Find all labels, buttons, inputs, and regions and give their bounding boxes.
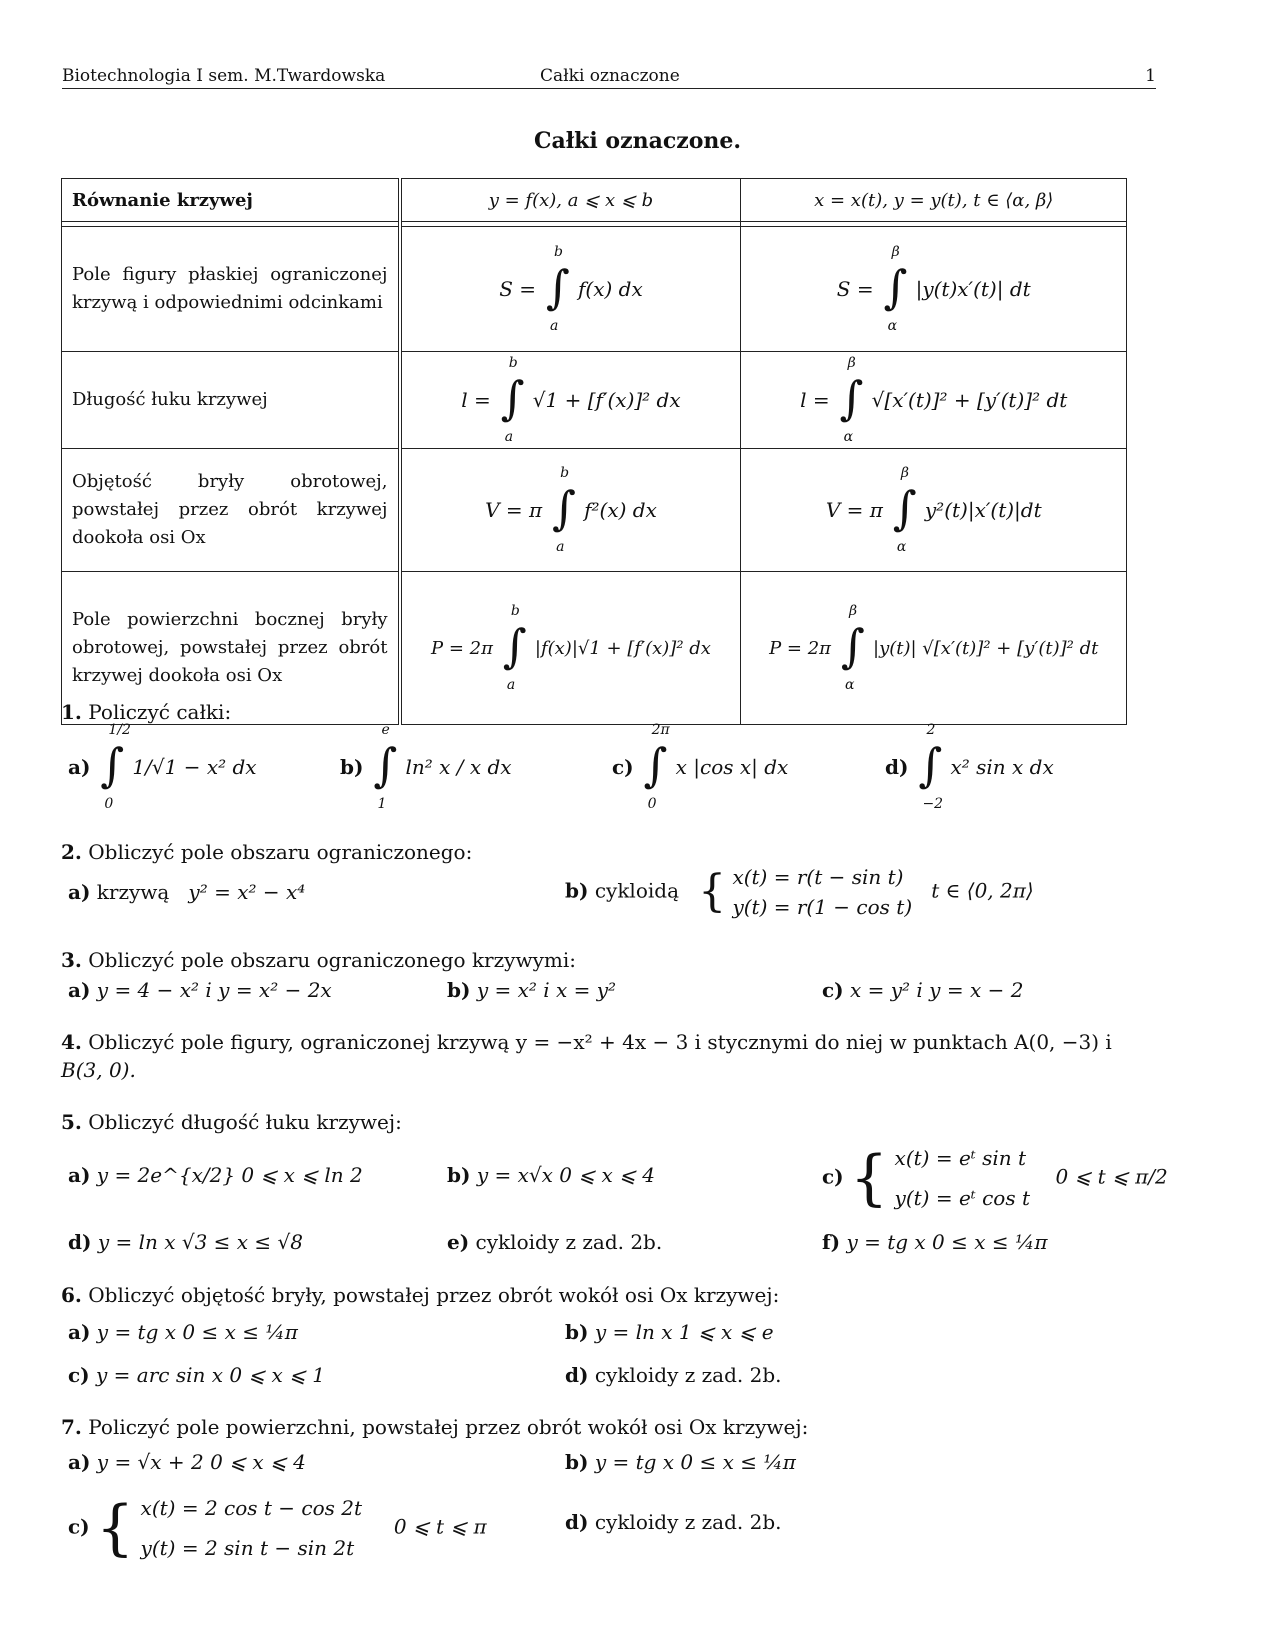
exercise-7d: d) cykloidy z zad. 2b. xyxy=(565,1510,782,1534)
exercise-5c: c) { x(t) = eᵗ sin t y(t) = eᵗ cos t 0 ⩽ t ⩽ π/2 xyxy=(822,1143,1168,1213)
exercise-6d: d) cykloidy z zad. 2b. xyxy=(565,1363,782,1387)
col-head-parametric: x = x(t), y = y(t), t ∈ ⟨α, β⟩ xyxy=(741,179,1127,222)
exercise-5f: f) y = tg x 0 ≤ x ≤ ¼π xyxy=(822,1230,1048,1254)
exercise-7a: a) y = √x + 2 0 ⩽ x ⩽ 4 xyxy=(68,1450,306,1474)
table-row xyxy=(62,227,1127,352)
page-title: Całki oznaczone. xyxy=(533,128,742,154)
row-label: Objętość bryły obrotowej, powstałej przez obrót krzywej dookoła osi Ox xyxy=(72,471,388,548)
exercise-5-heading: 5. Obliczyć długość łuku krzywej: xyxy=(61,1110,402,1134)
exercise-4: 4. Obliczyć pole figury, ograniczonej krzywą y = −x² + 4x − 3 i stycznymi do niej w punktach A(0, −3) i B(3, 0). xyxy=(61,1030,1112,1082)
exercise-5e: e) cykloidy z zad. 2b. xyxy=(447,1230,663,1254)
exercise-2b: b) cykloidą { x(t) = r(t − sin t) y(t) = r(1 − cos t) t ∈ ⟨0, 2π⟩ xyxy=(565,865,1034,919)
exercise-3b: b) y = x² i x = y² xyxy=(447,978,617,1002)
exercise-6-heading: 6. Obliczyć objętość bryły, powstałej przez obrót wokół osi Ox krzywej: xyxy=(61,1283,780,1307)
exercise-1-heading: 1. Policzyć całki: xyxy=(61,700,232,724)
integral-sign: b ∫ a xyxy=(546,244,570,334)
col-head-curve: Równanie krzywej xyxy=(62,179,400,222)
formula-parametric: V = π β ∫ α y²(t)|x′(t)|dt xyxy=(825,465,1042,555)
table-header-row xyxy=(62,179,1127,222)
exercise-6a: a) y = tg x 0 ≤ x ≤ ¼π xyxy=(68,1320,298,1344)
exercise-1b: b) e ∫ 1 ln² x / x dx xyxy=(340,722,512,812)
row-label: Pole powierzchni bocznej bryły obrotowej, powstałej przez obrót krzywej dookoła osi Ox xyxy=(72,609,388,686)
exercise-5d: d) y = ln x √3 ≤ x ≤ √8 xyxy=(68,1230,304,1254)
integral-sign: β ∫ α xyxy=(841,603,865,693)
exercise-1a: a) 1/2 ∫ 0 1/√1 − x² dx xyxy=(68,722,257,812)
exercise-6c: c) y = arc sin x 0 ⩽ x ⩽ 1 xyxy=(68,1363,326,1387)
header-topic: Całki oznaczone xyxy=(540,66,680,86)
exercise-3a: a) y = 4 − x² i y = x² − 2x xyxy=(68,978,332,1002)
table-row xyxy=(62,352,1127,449)
exercise-7b: b) y = tg x 0 ≤ x ≤ ¼π xyxy=(565,1450,796,1474)
exercise-7-heading: 7. Policzyć pole powierzchni, powstałej przez obrót wokół osi Ox krzywej: xyxy=(61,1415,809,1439)
exercise-7c: c) { x(t) = 2 cos t − cos 2t y(t) = 2 sin t − sin 2t 0 ⩽ t ⩽ π xyxy=(68,1493,487,1563)
formula-explicit: l = b ∫ a √1 + [f′(x)]² dx xyxy=(461,355,681,445)
exercise-5b: b) y = x√x 0 ⩽ x ⩽ 4 xyxy=(447,1163,655,1187)
exercise-5a: a) y = 2e^{x/2} 0 ⩽ x ⩽ ln 2 xyxy=(68,1163,363,1187)
page-number: 1 xyxy=(1145,66,1156,86)
exercise-1d: d) 2 ∫ −2 x² sin x dx xyxy=(885,722,1054,812)
row-label: Pole figury płaskiej ograniczonej krzywą i odpowiednimi odcinkami xyxy=(72,264,388,313)
integral-sign: β ∫ α xyxy=(839,355,864,445)
integral-sign: β ∫ α xyxy=(883,244,908,334)
formula-explicit: P = 2π b ∫ a |f(x)|√1 + [f′(x)]² dx xyxy=(430,603,711,693)
exercise-2a: a) krzywą y² = x² − x⁴ xyxy=(68,880,306,904)
formula-explicit: V = π b ∫ a f²(x) dx xyxy=(485,465,657,555)
exercise-2-heading: 2. Obliczyć pole obszaru ograniczonego: xyxy=(61,840,473,864)
exercise-1c: c) 2π ∫ 0 x |cos x| dx xyxy=(612,722,789,812)
exercise-6b: b) y = ln x 1 ⩽ x ⩽ e xyxy=(565,1320,774,1344)
integral-sign: b ∫ a xyxy=(552,465,577,555)
formula-parametric: P = 2π β ∫ α |y(t)| √[x′(t)]² + [y′(t)]² dt xyxy=(769,603,1099,693)
formula-parametric: l = β ∫ α √[x′(t)]² + [y′(t)]² dt xyxy=(800,355,1068,445)
row-label: Długość łuku krzywej xyxy=(72,389,268,410)
formula-table xyxy=(61,178,1127,725)
integral-sign: b ∫ a xyxy=(500,355,525,445)
table-row xyxy=(62,449,1127,572)
page-header xyxy=(62,62,1156,89)
exercise-3-heading: 3. Obliczyć pole obszaru ograniczonego krzywymi: xyxy=(61,948,576,972)
header-author: Biotechnologia I sem. M.Twardowska xyxy=(62,66,386,86)
formula-parametric: S = β ∫ α |y(t)x′(t)| dt xyxy=(836,244,1031,334)
col-head-explicit: y = f(x), a ⩽ x ⩽ b xyxy=(400,179,741,222)
exercise-3c: c) x = y² i y = x − 2 xyxy=(822,978,1024,1002)
integral-sign: β ∫ α xyxy=(892,465,917,555)
integral-sign: b ∫ a xyxy=(502,603,527,693)
formula-explicit: S = b ∫ a f(x) dx xyxy=(499,244,643,334)
